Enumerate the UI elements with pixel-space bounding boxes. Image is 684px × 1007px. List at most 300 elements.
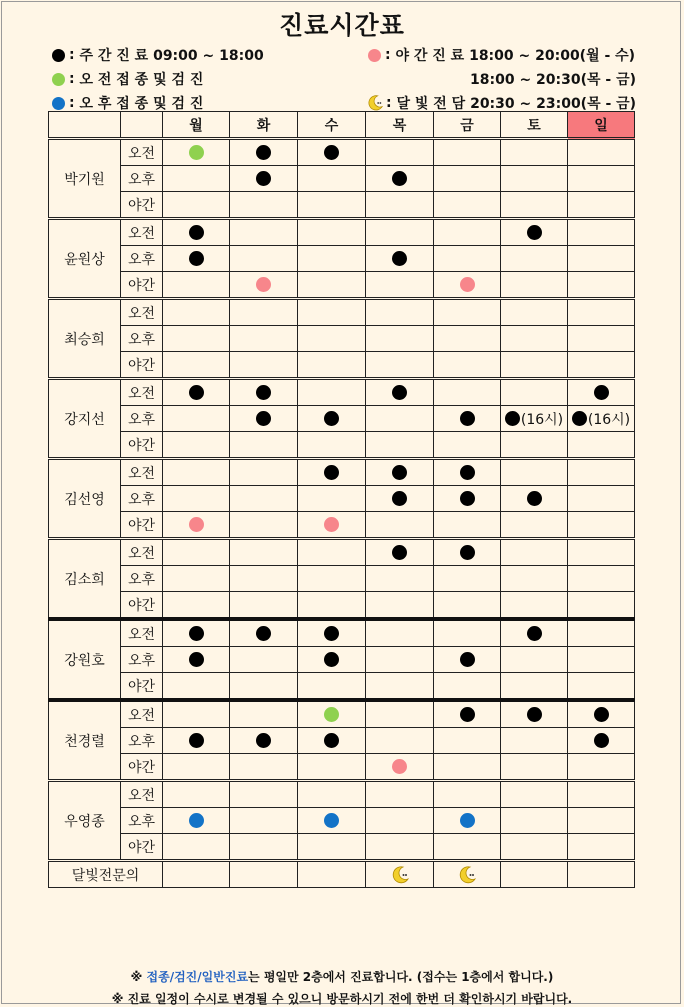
schedule-cell bbox=[230, 432, 298, 459]
schedule-cell bbox=[434, 592, 501, 620]
slot-label: 오전 bbox=[121, 219, 163, 246]
schedule-cell bbox=[366, 647, 434, 673]
table-row bbox=[49, 619, 635, 647]
schedule-cell bbox=[163, 246, 230, 272]
schedule-cell bbox=[501, 539, 568, 566]
schedule-cell bbox=[298, 808, 366, 834]
black-dot-icon bbox=[460, 652, 475, 667]
schedule-cell bbox=[163, 781, 230, 808]
schedule-cell bbox=[434, 700, 501, 728]
schedule-cell bbox=[434, 673, 501, 701]
schedule-cell bbox=[366, 432, 434, 459]
table-row bbox=[49, 379, 635, 406]
schedule-cell bbox=[434, 379, 501, 406]
black-dot-icon bbox=[460, 491, 475, 506]
slot-label: 오전 bbox=[121, 539, 163, 566]
schedule-cell bbox=[230, 486, 298, 512]
table-row bbox=[49, 219, 635, 246]
schedule-cell bbox=[298, 166, 366, 192]
schedule-cell bbox=[298, 246, 366, 272]
schedule-cell bbox=[434, 512, 501, 539]
schedule-cell bbox=[501, 592, 568, 620]
schedule-cell bbox=[568, 352, 635, 379]
schedule-cell bbox=[230, 834, 298, 861]
header-day: 수 bbox=[298, 112, 366, 139]
note-2: ※ 진료 일정이 수시로 변경될 수 있으니 방문하시기 전에 한번 더 확인하시기 바랍니다. bbox=[111, 992, 573, 1006]
schedule-cell bbox=[568, 619, 635, 647]
schedule-cell bbox=[366, 619, 434, 647]
schedule-cell bbox=[366, 219, 434, 246]
schedule-cell bbox=[434, 861, 501, 888]
slot-label: 오전 bbox=[121, 700, 163, 728]
schedule-cell bbox=[366, 486, 434, 512]
legend-night2: 18:00 ~ 20:30(목 - 금) bbox=[470, 72, 637, 88]
schedule-cell bbox=[568, 432, 635, 459]
schedule-cell bbox=[163, 673, 230, 701]
slot-label: 오전 bbox=[121, 299, 163, 326]
schedule-cell bbox=[163, 326, 230, 352]
schedule-cell bbox=[163, 139, 230, 166]
schedule-cell bbox=[298, 192, 366, 219]
schedule-cell bbox=[434, 432, 501, 459]
schedule-cell bbox=[501, 861, 568, 888]
blue-dot-icon bbox=[324, 813, 339, 828]
schedule-cell bbox=[366, 459, 434, 486]
slot-label: 오후 bbox=[121, 486, 163, 512]
schedule-cell bbox=[163, 192, 230, 219]
schedule-cell bbox=[230, 459, 298, 486]
schedule-cell bbox=[501, 647, 568, 673]
slot-label: 오후 bbox=[121, 808, 163, 834]
schedule-cell bbox=[298, 700, 366, 728]
schedule-cell bbox=[366, 566, 434, 592]
slot-label: 오전 bbox=[121, 459, 163, 486]
black-dot-icon bbox=[392, 251, 407, 266]
doctor-name: 천경렬 bbox=[49, 700, 121, 781]
schedule-cell bbox=[501, 700, 568, 728]
black-dot-icon bbox=[324, 465, 339, 480]
black-dot-icon bbox=[392, 491, 407, 506]
schedule-cell bbox=[568, 808, 635, 834]
schedule-cell bbox=[298, 272, 366, 299]
black-dot-icon bbox=[52, 49, 65, 62]
schedule-cell bbox=[434, 728, 501, 754]
header-blank bbox=[121, 112, 163, 139]
schedule-cell bbox=[163, 861, 230, 888]
schedule-cell bbox=[298, 619, 366, 647]
black-dot-icon bbox=[594, 385, 609, 400]
schedule-cell bbox=[568, 700, 635, 728]
schedule-cell bbox=[230, 272, 298, 299]
schedule-cell bbox=[163, 566, 230, 592]
pink-dot-icon bbox=[460, 277, 475, 292]
schedule-cell bbox=[163, 459, 230, 486]
table-row bbox=[49, 808, 635, 834]
schedule-cell bbox=[501, 728, 568, 754]
schedule-cell bbox=[434, 272, 501, 299]
schedule-cell bbox=[230, 566, 298, 592]
slot-label: 야간 bbox=[121, 512, 163, 539]
black-dot-icon bbox=[527, 707, 542, 722]
header-blank bbox=[49, 112, 121, 139]
schedule-cell bbox=[568, 647, 635, 673]
schedule-cell bbox=[501, 352, 568, 379]
schedule-cell bbox=[298, 754, 366, 781]
black-dot-icon bbox=[256, 733, 271, 748]
schedule-cell bbox=[501, 673, 568, 701]
schedule-cell bbox=[298, 512, 366, 539]
schedule-cell bbox=[568, 246, 635, 272]
table-row bbox=[49, 192, 635, 219]
schedule-cell bbox=[230, 326, 298, 352]
schedule-table bbox=[48, 111, 635, 888]
schedule-cell bbox=[298, 486, 366, 512]
schedule-cell bbox=[230, 139, 298, 166]
schedule-cell bbox=[434, 808, 501, 834]
table-row bbox=[49, 512, 635, 539]
slot-label: 야간 bbox=[121, 673, 163, 701]
schedule-cell bbox=[568, 272, 635, 299]
black-dot-icon bbox=[256, 171, 271, 186]
schedule-cell bbox=[501, 432, 568, 459]
slot-label: 오전 bbox=[121, 139, 163, 166]
header-day: 금 bbox=[434, 112, 501, 139]
schedule-cell bbox=[230, 592, 298, 620]
schedule-cell bbox=[366, 406, 434, 432]
slot-label: 야간 bbox=[121, 754, 163, 781]
schedule-cell bbox=[163, 728, 230, 754]
doctor-name: 김소희 bbox=[49, 539, 121, 620]
schedule-cell bbox=[434, 539, 501, 566]
slot-label: 야간 bbox=[121, 272, 163, 299]
schedule-cell bbox=[366, 512, 434, 539]
black-dot-icon bbox=[572, 411, 587, 426]
moon-row-label: 달빛전문의 bbox=[49, 861, 163, 888]
schedule-cell bbox=[434, 139, 501, 166]
schedule-cell bbox=[568, 326, 635, 352]
black-dot-icon bbox=[324, 411, 339, 426]
doctor-name: 강지선 bbox=[49, 379, 121, 459]
schedule-cell bbox=[298, 406, 366, 432]
doctor-name: 윤원상 bbox=[49, 219, 121, 299]
schedule-cell bbox=[366, 326, 434, 352]
black-dot-icon bbox=[392, 465, 407, 480]
schedule-cell bbox=[298, 352, 366, 379]
legend-morning-vacc: : 오 전 접 종 및 검 진 bbox=[52, 69, 203, 89]
schedule-cell bbox=[230, 728, 298, 754]
schedule-cell bbox=[568, 139, 635, 166]
slot-label: 오후 bbox=[121, 647, 163, 673]
schedule-cell bbox=[230, 673, 298, 701]
schedule-cell bbox=[230, 754, 298, 781]
schedule-cell bbox=[366, 246, 434, 272]
schedule-cell bbox=[163, 166, 230, 192]
schedule-cell bbox=[434, 192, 501, 219]
slot-label: 야간 bbox=[121, 432, 163, 459]
green-dot-icon bbox=[324, 707, 339, 722]
black-dot-icon bbox=[324, 733, 339, 748]
black-dot-icon bbox=[527, 491, 542, 506]
schedule-cell bbox=[568, 406, 635, 432]
schedule-cell bbox=[501, 459, 568, 486]
table-row bbox=[49, 566, 635, 592]
slot-label: 오후 bbox=[121, 246, 163, 272]
schedule-cell bbox=[230, 539, 298, 566]
schedule-cell bbox=[501, 246, 568, 272]
moon-icon bbox=[390, 865, 410, 885]
schedule-cell bbox=[434, 619, 501, 647]
black-dot-icon bbox=[324, 145, 339, 160]
schedule-cell bbox=[434, 459, 501, 486]
schedule-cell bbox=[163, 808, 230, 834]
black-dot-icon bbox=[460, 411, 475, 426]
schedule-cell bbox=[230, 647, 298, 673]
schedule-cell bbox=[163, 432, 230, 459]
schedule-cell bbox=[163, 647, 230, 673]
schedule-cell bbox=[163, 486, 230, 512]
schedule-cell bbox=[501, 166, 568, 192]
pink-dot-icon bbox=[368, 49, 381, 62]
black-dot-icon bbox=[460, 707, 475, 722]
table-row bbox=[49, 352, 635, 379]
schedule-cell bbox=[163, 272, 230, 299]
black-dot-icon bbox=[527, 626, 542, 641]
black-dot-icon bbox=[594, 707, 609, 722]
black-dot-icon bbox=[594, 733, 609, 748]
schedule-cell bbox=[163, 619, 230, 647]
schedule-cell bbox=[568, 166, 635, 192]
schedule-cell bbox=[366, 192, 434, 219]
blue-dot-icon bbox=[189, 813, 204, 828]
schedule-cell bbox=[230, 352, 298, 379]
black-dot-icon bbox=[460, 465, 475, 480]
table-row bbox=[49, 406, 635, 432]
schedule-cell bbox=[366, 139, 434, 166]
table-row bbox=[49, 459, 635, 486]
table-row bbox=[49, 700, 635, 728]
schedule-cell bbox=[501, 781, 568, 808]
schedule-cell bbox=[501, 192, 568, 219]
schedule-cell bbox=[568, 673, 635, 701]
schedule-cell bbox=[230, 700, 298, 728]
moon-icon bbox=[366, 94, 384, 112]
schedule-cell bbox=[298, 647, 366, 673]
schedule-cell bbox=[298, 459, 366, 486]
header-day: 화 bbox=[230, 112, 298, 139]
pink-dot-icon bbox=[256, 277, 271, 292]
header-day-sunday: 일 bbox=[568, 112, 635, 139]
schedule-cell bbox=[298, 139, 366, 166]
schedule-cell bbox=[298, 219, 366, 246]
schedule-cell bbox=[501, 566, 568, 592]
time-note: (16시) bbox=[587, 411, 631, 428]
black-dot-icon bbox=[189, 652, 204, 667]
schedule-cell bbox=[366, 352, 434, 379]
schedule-cell bbox=[434, 834, 501, 861]
legend-afternoon-vacc: : 오 후 접 종 및 검 진 bbox=[52, 93, 203, 113]
moon-row bbox=[49, 861, 635, 888]
schedule-cell bbox=[163, 754, 230, 781]
black-dot-icon bbox=[256, 626, 271, 641]
schedule-cell bbox=[568, 754, 635, 781]
schedule-cell bbox=[568, 219, 635, 246]
schedule-cell bbox=[298, 861, 366, 888]
slot-label: 오후 bbox=[121, 326, 163, 352]
schedule-cell bbox=[568, 192, 635, 219]
schedule-cell bbox=[434, 219, 501, 246]
pink-dot-icon bbox=[324, 517, 339, 532]
table-row bbox=[49, 728, 635, 754]
schedule-cell bbox=[298, 592, 366, 620]
schedule-cell bbox=[568, 299, 635, 326]
table-row bbox=[49, 166, 635, 192]
doctor-name: 김선영 bbox=[49, 459, 121, 539]
black-dot-icon bbox=[324, 626, 339, 641]
schedule-cell bbox=[298, 299, 366, 326]
schedule-cell bbox=[298, 728, 366, 754]
black-dot-icon bbox=[189, 626, 204, 641]
schedule-cell bbox=[366, 728, 434, 754]
schedule-cell bbox=[163, 700, 230, 728]
schedule-cell bbox=[366, 754, 434, 781]
schedule-cell bbox=[230, 219, 298, 246]
legend-night1: : 야 간 진 료 18:00 ~ 20:00(월 - 수) bbox=[368, 45, 635, 65]
doctor-name: 박기원 bbox=[49, 139, 121, 219]
moon-icon bbox=[457, 865, 477, 885]
schedule-cell bbox=[230, 192, 298, 219]
schedule-cell bbox=[230, 619, 298, 647]
black-dot-icon bbox=[392, 385, 407, 400]
schedule-cell bbox=[230, 512, 298, 539]
table-row bbox=[49, 834, 635, 861]
schedule-cell bbox=[434, 352, 501, 379]
blue-dot-icon bbox=[460, 813, 475, 828]
schedule-cell bbox=[501, 512, 568, 539]
schedule-cell bbox=[501, 808, 568, 834]
schedule-cell bbox=[366, 781, 434, 808]
schedule-cell bbox=[501, 139, 568, 166]
schedule-cell bbox=[230, 299, 298, 326]
table-row bbox=[49, 592, 635, 620]
doctor-name: 우영종 bbox=[49, 781, 121, 861]
time-note: (16시) bbox=[520, 411, 564, 428]
schedule-cell bbox=[366, 861, 434, 888]
schedule-cell bbox=[434, 246, 501, 272]
schedule-cell bbox=[298, 834, 366, 861]
schedule-cell bbox=[366, 272, 434, 299]
table-row bbox=[49, 326, 635, 352]
schedule-cell bbox=[230, 246, 298, 272]
schedule-cell bbox=[298, 432, 366, 459]
table-row bbox=[49, 299, 635, 326]
schedule-cell bbox=[230, 406, 298, 432]
schedule-cell bbox=[568, 728, 635, 754]
schedule-cell bbox=[366, 834, 434, 861]
doctor-name: 최승희 bbox=[49, 299, 121, 379]
black-dot-icon bbox=[256, 385, 271, 400]
schedule-cell bbox=[366, 299, 434, 326]
legend-moon: : 달 빛 전 담 20:30 ~ 23:00(목 - 금) bbox=[366, 93, 636, 113]
table-row bbox=[49, 647, 635, 673]
table-row bbox=[49, 673, 635, 701]
slot-label: 야간 bbox=[121, 352, 163, 379]
schedule-cell bbox=[501, 219, 568, 246]
schedule-body bbox=[49, 139, 635, 888]
schedule-cell bbox=[230, 781, 298, 808]
schedule-cell bbox=[568, 861, 635, 888]
schedule-cell bbox=[434, 781, 501, 808]
blue-dot-icon bbox=[52, 97, 65, 110]
schedule-cell bbox=[568, 592, 635, 620]
table-row bbox=[49, 272, 635, 299]
schedule-cell bbox=[501, 834, 568, 861]
header-day: 목 bbox=[366, 112, 434, 139]
slot-label: 오전 bbox=[121, 619, 163, 647]
schedule-cell bbox=[501, 379, 568, 406]
schedule-cell bbox=[568, 834, 635, 861]
table-row bbox=[49, 432, 635, 459]
schedule-cell bbox=[501, 272, 568, 299]
schedule-cell bbox=[434, 326, 501, 352]
black-dot-icon bbox=[256, 411, 271, 426]
pink-dot-icon bbox=[392, 759, 407, 774]
table-row bbox=[49, 781, 635, 808]
black-dot-icon bbox=[189, 225, 204, 240]
note-1: ※ 접종/검진/일반진료는 평일만 2층에서 진료합니다. (접수는 1층에서 합니다.) bbox=[130, 970, 554, 984]
table-row bbox=[49, 486, 635, 512]
header-day: 월 bbox=[163, 112, 230, 139]
slot-label: 야간 bbox=[121, 834, 163, 861]
legend-day: : 주 간 진 료 09:00 ~ 18:00 bbox=[52, 45, 264, 65]
schedule-cell bbox=[298, 326, 366, 352]
slot-label: 야간 bbox=[121, 192, 163, 219]
schedule-cell bbox=[298, 379, 366, 406]
schedule-cell bbox=[501, 326, 568, 352]
schedule-cell bbox=[163, 219, 230, 246]
page-title: 진료시간표 bbox=[279, 11, 405, 40]
slot-label: 오후 bbox=[121, 728, 163, 754]
schedule-cell bbox=[434, 754, 501, 781]
table-row bbox=[49, 246, 635, 272]
schedule-cell bbox=[163, 406, 230, 432]
table-row bbox=[49, 139, 635, 166]
schedule-cell bbox=[568, 379, 635, 406]
table-row bbox=[49, 539, 635, 566]
schedule-cell bbox=[501, 406, 568, 432]
schedule-cell bbox=[366, 700, 434, 728]
schedule-cell bbox=[434, 486, 501, 512]
black-dot-icon bbox=[189, 251, 204, 266]
slot-label: 오후 bbox=[121, 406, 163, 432]
black-dot-icon bbox=[505, 411, 520, 426]
schedule-cell bbox=[230, 379, 298, 406]
table-row bbox=[49, 754, 635, 781]
black-dot-icon bbox=[189, 733, 204, 748]
schedule-cell bbox=[434, 647, 501, 673]
pink-dot-icon bbox=[189, 517, 204, 532]
schedule-cell bbox=[501, 754, 568, 781]
schedule-cell bbox=[163, 592, 230, 620]
schedule-cell bbox=[568, 539, 635, 566]
schedule-cell bbox=[298, 566, 366, 592]
schedule-cell bbox=[366, 539, 434, 566]
schedule-cell bbox=[163, 352, 230, 379]
schedule-cell bbox=[434, 166, 501, 192]
black-dot-icon bbox=[527, 225, 542, 240]
schedule-cell bbox=[230, 166, 298, 192]
black-dot-icon bbox=[460, 545, 475, 560]
schedule-cell bbox=[568, 512, 635, 539]
